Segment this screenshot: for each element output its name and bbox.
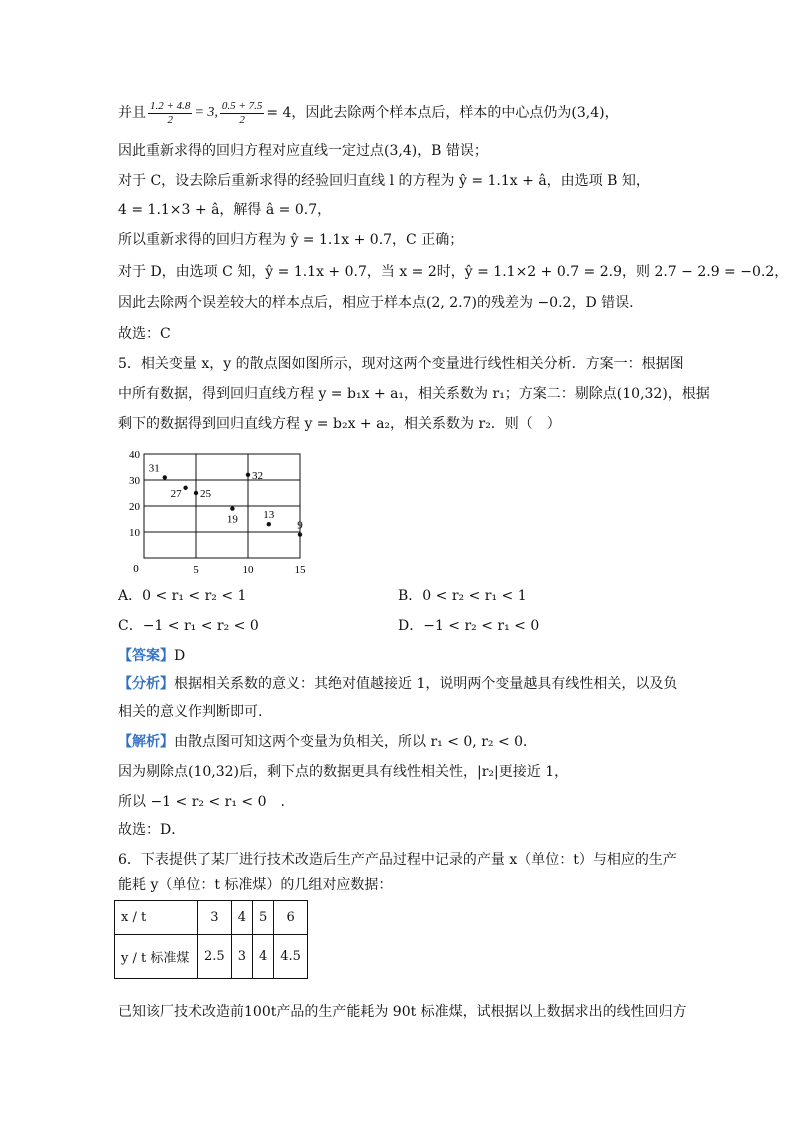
data-point-label: 19 xyxy=(226,513,238,526)
fraction-numerator: 1.2 + 4.8 xyxy=(150,99,191,112)
question-5-line: 中所有数据，得到回归直线方程 y = b₁x + a₁，相关系数为 r₁；方案二：剔除点(10,32)，根据 xyxy=(118,386,710,402)
table-cell: 4.5 xyxy=(274,935,308,979)
text-line: 因此去除两个误差较大的样本点后，相应于样本点(2, 2.7)的残差为 −0.2，D 错误. xyxy=(118,295,634,311)
question-5-line: 剩下的数据得到回归直线方程 y = b₂x + a₂，相关系数为 r₂．则（ ） xyxy=(118,416,561,432)
text-line: 对于 C，设去除后重新求得的经验回归直线 l 的方程为 ŷ = 1.1x + â，由选项 B 知， xyxy=(118,173,650,189)
option-b: B．0 < r₂ < r₁ < 1 xyxy=(398,588,527,604)
table-cell: y / t 标准煤 xyxy=(115,935,198,979)
data-point xyxy=(163,475,167,479)
data-point-label: 13 xyxy=(263,509,275,522)
data-table xyxy=(114,900,308,979)
analysis-text: 根据相关系数的意义：其绝对值越接近 1，说明两个变量越具有线性相关，以及负 xyxy=(174,676,678,692)
fraction xyxy=(148,100,192,127)
text-span: 并且 xyxy=(118,105,146,121)
text-line: 对于 D，由选项 C 知，ŷ = 1.1x + 0.7，当 x = 2时，ŷ = 1.1×2 + 0.7 = 2.9，则 2.7 − 2.9 = −0.2， xyxy=(118,264,789,280)
text-line: 故选：C xyxy=(118,326,171,342)
x-tick-label: 15 xyxy=(294,564,306,576)
y-tick-label: 30 xyxy=(129,475,140,487)
solution-line: 所以 −1 < r₂ < r₁ < 0 . xyxy=(118,794,285,810)
question-5-line: 5．相关变量 x，y 的散点图如图所示，现对这两个变量进行线性相关分析．方案一：根据图 xyxy=(118,356,684,372)
analysis-line xyxy=(118,674,677,694)
data-point-label: 9 xyxy=(297,519,303,532)
x-tick-label: 10 xyxy=(242,564,254,576)
y-tick-label: 40 xyxy=(129,449,140,461)
table-row xyxy=(115,901,308,935)
conclusion-line: 故选：D． xyxy=(118,822,186,838)
data-point xyxy=(267,522,271,526)
analysis-line: 相关的意义作判断即可. xyxy=(118,704,263,720)
table-cell: 4 xyxy=(252,935,273,979)
fraction-denominator: 2 xyxy=(167,113,173,126)
data-point-label: 31 xyxy=(148,462,160,475)
data-point-label: 25 xyxy=(200,488,211,500)
data-point xyxy=(298,532,302,536)
text-span: = 4，因此去除两个样本点后，样本的中心点仍为(3,4)， xyxy=(266,105,619,121)
text-span: = 3, xyxy=(194,105,218,120)
fraction-numerator: 0.5 + 7.5 xyxy=(221,99,263,112)
fraction xyxy=(220,100,264,127)
table-row xyxy=(115,935,308,979)
table-cell: 6 xyxy=(274,901,308,935)
table-cell: 4 xyxy=(231,901,252,935)
table-cell: 5 xyxy=(252,901,273,935)
answer-value: D xyxy=(174,648,186,664)
x-tick-label: 5 xyxy=(193,564,199,576)
data-point xyxy=(194,491,198,495)
data-point-label: 32 xyxy=(252,469,263,482)
solution-tag: 【解析】 xyxy=(118,734,174,750)
fraction-denominator: 2 xyxy=(239,113,245,126)
scatter-plot xyxy=(118,446,318,578)
question-6-line: 能耗 y（单位：t 标准煤）的几组对应数据： xyxy=(118,877,393,893)
question-6-line: 6．下表提供了某厂进行技术改造后生产产品过程中记录的产量 x（单位：t）与相应的生产 xyxy=(118,852,677,868)
x-tick-label: 0 xyxy=(133,563,139,575)
answer-line xyxy=(118,646,185,666)
solution-line xyxy=(118,732,537,752)
text-line: 因此重新求得的回归方程对应直线一定过点(3,4)，B 错误； xyxy=(118,143,488,159)
analysis-tag: 【分析】 xyxy=(118,676,174,692)
data-point xyxy=(183,486,187,490)
table-cell: x / t xyxy=(115,901,198,935)
table-cell: 2.5 xyxy=(198,935,232,979)
text-line: 所以重新求得的回归方程为 ŷ = 1.1x + 0.7，C 正确； xyxy=(118,232,464,248)
option-d: D．−1 < r₂ < r₁ < 0 xyxy=(398,618,540,634)
table-cell: 3 xyxy=(198,901,232,935)
solution-line: 因为剔除点(10,32)后，剩下点的数据更具有线性相关性，|r₂|更接近 1， xyxy=(118,764,569,780)
question-6-line: 已知该厂技术改造前100t产品的生产能耗为 90t 标准煤，试根据以上数据求出的线性回归方 xyxy=(118,1004,687,1020)
y-tick-label: 20 xyxy=(129,501,140,513)
data-point xyxy=(230,506,234,510)
option-c: C．−1 < r₁ < r₂ < 0 xyxy=(118,618,259,634)
data-point-label: 27 xyxy=(170,487,182,500)
table-cell: 3 xyxy=(231,935,252,979)
option-a: A．0 < r₁ < r₂ < 1 xyxy=(118,588,247,604)
text-line xyxy=(118,98,619,128)
y-tick-label: 10 xyxy=(129,527,140,539)
solution-text: 由散点图可知这两个变量为负相关，所以 r₁ < 0, r₂ < 0． xyxy=(174,734,538,750)
data-point xyxy=(246,473,250,477)
answer-tag: 【答案】 xyxy=(118,648,174,664)
text-line: 4 = 1.1×3 + â，解得 â = 0.7， xyxy=(118,202,332,218)
